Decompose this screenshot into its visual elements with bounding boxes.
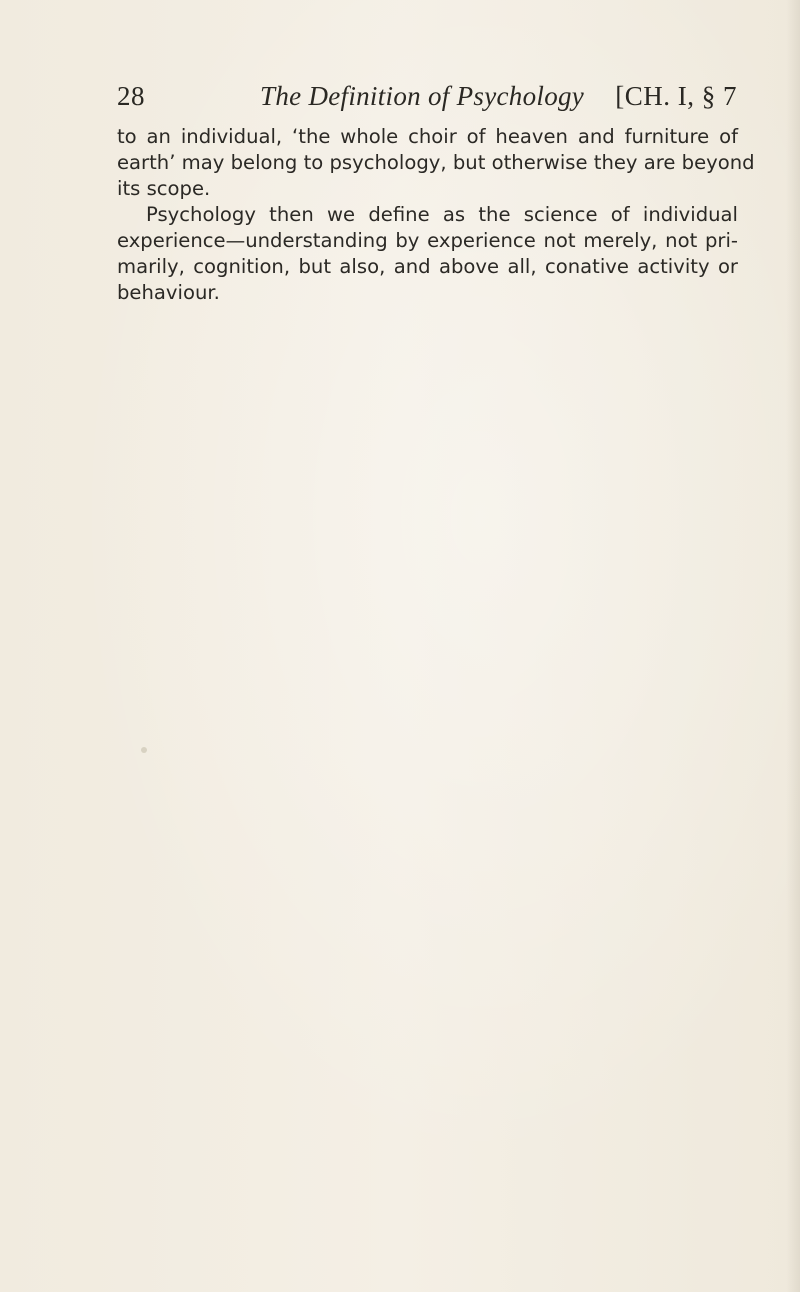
text-line: to an individual, ‘the whole choir of heaven and furniture of [117, 125, 738, 148]
paper-speck [141, 747, 147, 753]
chapter-section-reference: [CH. I, § 7 [615, 81, 737, 111]
text-line: its scope. [117, 177, 211, 200]
body-text [117, 124, 755, 306]
paragraph [117, 202, 738, 306]
text-line: marily, cognition, but also, and above all, conative activity or [117, 255, 738, 278]
text-line: earth’ may belong to psychology, but otherwise they are beyond [117, 151, 755, 174]
paragraph [117, 124, 755, 202]
text-line: behaviour. [117, 281, 220, 304]
page-edge-shadow [786, 0, 800, 1292]
text-line: experience—understanding by experience not merely, not pri- [117, 229, 738, 252]
running-head [117, 76, 737, 116]
text-line: Psychology then we define as the science of individual [146, 203, 738, 226]
page-number: 28 [117, 81, 145, 111]
running-title: The Definition of Psychology [260, 81, 585, 111]
